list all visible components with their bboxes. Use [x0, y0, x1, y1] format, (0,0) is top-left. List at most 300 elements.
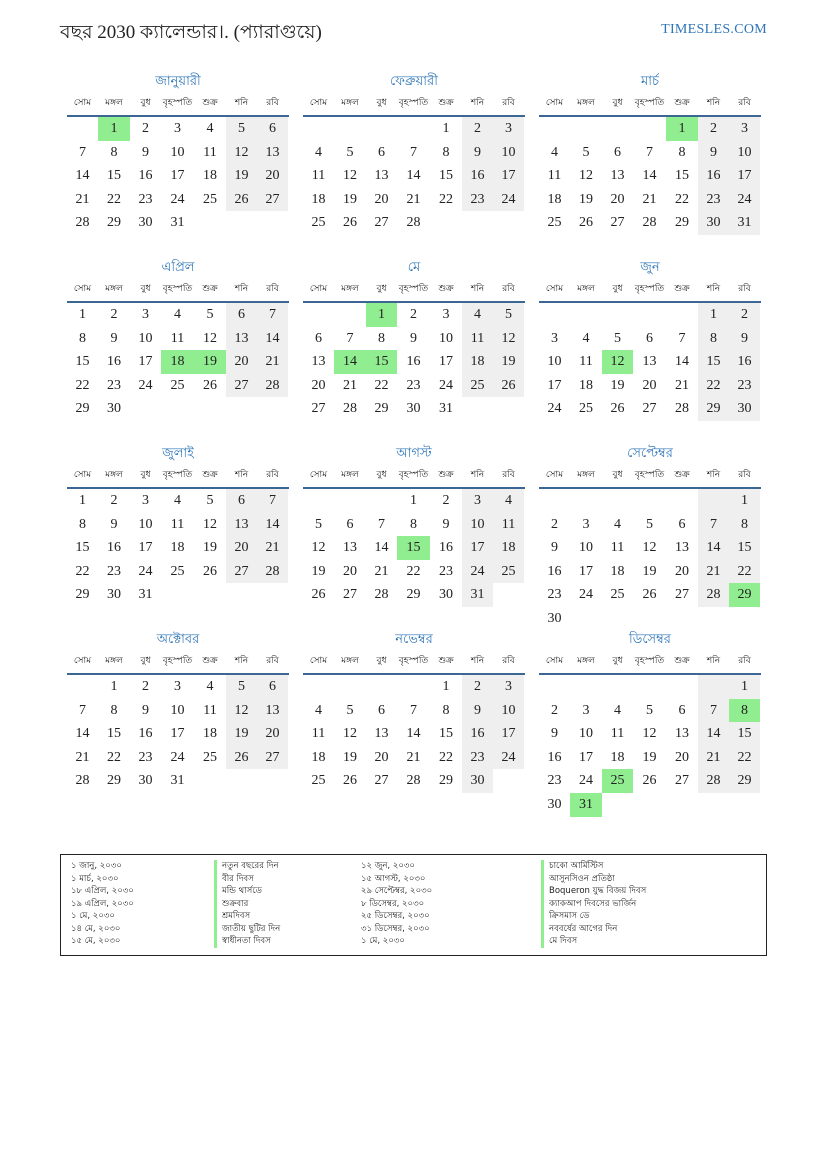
day-cell[interactable]: 31 — [729, 211, 760, 235]
day-cell[interactable]: 16 — [729, 350, 760, 374]
day-cell[interactable]: 30 — [547, 796, 562, 812]
day-cell[interactable]: 20 — [226, 536, 257, 560]
day-cell[interactable]: 9 — [110, 330, 118, 346]
day-cell[interactable]: 15 — [439, 168, 453, 184]
day-cell[interactable]: 5 — [346, 702, 354, 718]
day-cell[interactable]: 28 — [406, 773, 421, 789]
day-cell[interactable]: 21 — [75, 749, 90, 765]
day-cell[interactable]: 7 — [257, 303, 288, 327]
day-cell[interactable]: 17 — [439, 354, 453, 370]
day-cell[interactable]: 14 — [698, 722, 729, 746]
day-cell[interactable]: 8 — [79, 330, 86, 346]
day-cell[interactable]: 2 — [110, 307, 118, 322]
day-cell[interactable]: 12 — [226, 699, 257, 723]
day-cell[interactable]: 31 — [170, 773, 185, 789]
day-cell[interactable]: 11 — [203, 144, 217, 160]
day-cell[interactable]: 9 — [110, 516, 118, 532]
day-cell[interactable]: 21 — [698, 746, 729, 770]
day-cell[interactable]: 22 — [698, 374, 729, 398]
day-cell[interactable]: 14 — [698, 536, 729, 560]
day-cell[interactable]: 27 — [642, 401, 657, 417]
day-cell[interactable]: 21 — [698, 560, 729, 584]
day-cell[interactable]: 15 — [75, 354, 90, 370]
day-cell[interactable]: 4 — [174, 493, 181, 508]
day-cell[interactable]: 28 — [257, 374, 288, 398]
day-cell[interactable]: 15 — [107, 168, 121, 184]
day-cell[interactable]: 6 — [378, 144, 385, 160]
day-cell[interactable]: 5 — [226, 117, 257, 141]
day-cell[interactable]: 9 — [729, 327, 760, 351]
day-cell[interactable]: 29 — [75, 401, 90, 417]
day-cell[interactable]: 14 — [642, 168, 657, 184]
day-cell[interactable]: 18 — [311, 749, 326, 765]
day-cell[interactable]: 22 — [439, 191, 453, 207]
day-cell[interactable]: 7 — [678, 330, 686, 346]
holiday-day-cell[interactable]: 15 — [397, 536, 430, 560]
day-cell[interactable]: 16 — [439, 540, 453, 556]
day-cell[interactable]: 8 — [442, 144, 450, 160]
day-cell[interactable]: 15 — [75, 540, 90, 556]
day-cell[interactable]: 26 — [642, 773, 657, 789]
holiday-day-cell[interactable]: 25 — [602, 769, 633, 793]
holiday-day-cell[interactable]: 29 — [729, 583, 760, 607]
day-cell[interactable]: 10 — [462, 513, 493, 537]
day-cell[interactable]: 20 — [642, 377, 657, 393]
day-cell[interactable]: 13 — [257, 699, 288, 723]
day-cell[interactable]: 10 — [493, 699, 524, 723]
day-cell[interactable]: 5 — [646, 702, 653, 718]
day-cell[interactable]: 12 — [311, 540, 326, 556]
day-cell[interactable]: 14 — [374, 540, 389, 556]
day-cell[interactable]: 14 — [675, 354, 689, 370]
day-cell[interactable]: 30 — [698, 211, 729, 235]
day-cell[interactable]: 12 — [642, 726, 657, 742]
day-cell[interactable]: 5 — [346, 144, 354, 160]
day-cell[interactable]: 17 — [579, 563, 593, 579]
day-cell[interactable]: 7 — [79, 702, 86, 718]
day-cell[interactable]: 20 — [343, 563, 357, 579]
day-cell[interactable]: 22 — [75, 377, 90, 393]
day-cell[interactable]: 27 — [257, 746, 288, 770]
day-cell[interactable]: 25 — [579, 401, 593, 417]
day-cell[interactable]: 4 — [462, 303, 493, 327]
day-cell[interactable]: 18 — [311, 191, 326, 207]
day-cell[interactable]: 21 — [675, 377, 689, 393]
day-cell[interactable]: 6 — [226, 303, 257, 327]
day-cell[interactable]: 28 — [642, 215, 657, 231]
day-cell[interactable]: 23 — [698, 188, 729, 212]
day-cell[interactable]: 30 — [138, 215, 153, 231]
day-cell[interactable]: 17 — [170, 726, 185, 742]
day-cell[interactable]: 24 — [547, 401, 562, 417]
day-cell[interactable]: 21 — [257, 350, 288, 374]
day-cell[interactable]: 14 — [75, 168, 90, 184]
holiday-day-cell[interactable]: 1 — [366, 303, 397, 327]
day-cell[interactable]: 2 — [462, 117, 493, 141]
day-cell[interactable]: 17 — [493, 164, 524, 188]
day-cell[interactable]: 11 — [311, 726, 326, 742]
day-cell[interactable]: 20 — [226, 350, 257, 374]
day-cell[interactable]: 3 — [729, 117, 760, 141]
day-cell[interactable]: 27 — [374, 773, 389, 789]
day-cell[interactable]: 19 — [579, 191, 593, 207]
day-cell[interactable]: 28 — [698, 583, 729, 607]
day-cell[interactable]: 17 — [138, 540, 153, 556]
day-cell[interactable]: 12 — [579, 168, 593, 184]
day-cell[interactable]: 9 — [698, 141, 729, 165]
day-cell[interactable]: 26 — [642, 587, 657, 603]
day-cell[interactable]: 26 — [311, 587, 326, 603]
day-cell[interactable]: 14 — [406, 726, 421, 742]
day-cell[interactable]: 8 — [698, 327, 729, 351]
day-cell[interactable]: 23 — [547, 587, 562, 603]
day-cell[interactable]: 11 — [203, 702, 217, 718]
day-cell[interactable]: 15 — [439, 726, 453, 742]
day-cell[interactable]: 22 — [107, 749, 121, 765]
day-cell[interactable]: 17 — [170, 168, 185, 184]
day-cell[interactable]: 24 — [138, 563, 153, 579]
day-cell[interactable]: 20 — [257, 722, 288, 746]
day-cell[interactable]: 12 — [493, 327, 524, 351]
day-cell[interactable]: 26 — [226, 746, 257, 770]
day-cell[interactable]: 3 — [582, 516, 590, 532]
day-cell[interactable]: 28 — [257, 560, 288, 584]
day-cell[interactable]: 9 — [462, 141, 493, 165]
day-cell[interactable]: 16 — [547, 563, 562, 579]
day-cell[interactable]: 1 — [442, 121, 450, 136]
day-cell[interactable]: 26 — [343, 215, 357, 231]
day-cell[interactable]: 15 — [729, 722, 760, 746]
day-cell[interactable]: 24 — [170, 191, 185, 207]
day-cell[interactable]: 6 — [346, 516, 354, 532]
day-cell[interactable]: 24 — [462, 560, 493, 584]
day-cell[interactable]: 29 — [406, 587, 421, 603]
day-cell[interactable]: 29 — [698, 397, 729, 421]
day-cell[interactable]: 6 — [226, 489, 257, 513]
day-cell[interactable]: 29 — [107, 773, 121, 789]
holiday-day-cell[interactable]: 1 — [666, 117, 698, 141]
day-cell[interactable]: 1 — [729, 489, 760, 513]
day-cell[interactable]: 30 — [107, 401, 121, 417]
day-cell[interactable]: 30 — [547, 610, 562, 626]
day-cell[interactable]: 19 — [610, 377, 625, 393]
day-cell[interactable]: 27 — [257, 188, 288, 212]
day-cell[interactable]: 3 — [442, 307, 450, 322]
day-cell[interactable]: 7 — [378, 516, 385, 532]
day-cell[interactable]: 2 — [729, 303, 760, 327]
day-cell[interactable]: 24 — [493, 746, 524, 770]
day-cell[interactable]: 8 — [110, 702, 118, 718]
day-cell[interactable]: 1 — [79, 493, 86, 508]
day-cell[interactable]: 15 — [698, 350, 729, 374]
day-cell[interactable]: 11 — [610, 540, 625, 556]
day-cell[interactable]: 17 — [547, 377, 562, 393]
day-cell[interactable]: 9 — [462, 699, 493, 723]
day-cell[interactable]: 22 — [675, 191, 689, 207]
day-cell[interactable]: 20 — [374, 749, 389, 765]
day-cell[interactable]: 18 — [203, 726, 217, 742]
day-cell[interactable]: 30 — [439, 587, 453, 603]
day-cell[interactable]: 19 — [343, 749, 357, 765]
day-cell[interactable]: 26 — [579, 215, 593, 231]
day-cell[interactable]: 16 — [462, 722, 493, 746]
day-cell[interactable]: 13 — [642, 354, 657, 370]
day-cell[interactable]: 15 — [675, 168, 689, 184]
day-cell[interactable]: 5 — [206, 493, 214, 508]
day-cell[interactable]: 15 — [729, 536, 760, 560]
day-cell[interactable]: 7 — [257, 489, 288, 513]
day-cell[interactable]: 29 — [107, 215, 121, 231]
day-cell[interactable]: 4 — [582, 330, 590, 346]
day-cell[interactable]: 17 — [462, 536, 493, 560]
day-cell[interactable]: 13 — [226, 513, 257, 537]
day-cell[interactable]: 2 — [110, 493, 118, 508]
day-cell[interactable]: 10 — [579, 726, 593, 742]
day-cell[interactable]: 6 — [678, 516, 686, 532]
day-cell[interactable]: 27 — [226, 374, 257, 398]
day-cell[interactable]: 28 — [374, 587, 389, 603]
day-cell[interactable]: 24 — [579, 587, 593, 603]
day-cell[interactable]: 5 — [614, 330, 621, 346]
day-cell[interactable]: 25 — [203, 749, 217, 765]
day-cell[interactable]: 3 — [551, 330, 558, 346]
day-cell[interactable]: 3 — [462, 489, 493, 513]
day-cell[interactable]: 5 — [206, 307, 214, 322]
day-cell[interactable]: 26 — [203, 563, 217, 579]
day-cell[interactable]: 23 — [462, 188, 493, 212]
holiday-day-cell[interactable]: 15 — [366, 350, 397, 374]
day-cell[interactable]: 31 — [138, 587, 153, 603]
day-cell[interactable]: 14 — [406, 168, 421, 184]
day-cell[interactable]: 5 — [226, 675, 257, 699]
day-cell[interactable]: 9 — [442, 516, 450, 532]
day-cell[interactable]: 29 — [439, 773, 453, 789]
day-cell[interactable]: 23 — [107, 563, 121, 579]
day-cell[interactable]: 18 — [610, 563, 625, 579]
day-cell[interactable]: 25 — [493, 560, 524, 584]
day-cell[interactable]: 25 — [170, 377, 185, 393]
day-cell[interactable]: 13 — [226, 327, 257, 351]
day-cell[interactable]: 25 — [311, 773, 326, 789]
day-cell[interactable]: 2 — [462, 675, 493, 699]
day-cell[interactable]: 8 — [410, 516, 417, 532]
day-cell[interactable]: 6 — [315, 330, 322, 346]
day-cell[interactable]: 30 — [138, 773, 153, 789]
day-cell[interactable]: 23 — [138, 749, 153, 765]
day-cell[interactable]: 24 — [439, 377, 453, 393]
day-cell[interactable]: 19 — [226, 164, 257, 188]
day-cell[interactable]: 3 — [174, 121, 181, 136]
day-cell[interactable]: 31 — [170, 215, 185, 231]
day-cell[interactable]: 29 — [75, 587, 90, 603]
day-cell[interactable]: 4 — [315, 144, 322, 160]
day-cell[interactable]: 3 — [142, 493, 149, 508]
day-cell[interactable]: 26 — [203, 377, 217, 393]
day-cell[interactable]: 21 — [343, 377, 357, 393]
day-cell[interactable]: 26 — [343, 773, 357, 789]
day-cell[interactable]: 10 — [729, 141, 760, 165]
day-cell[interactable]: 18 — [462, 350, 493, 374]
day-cell[interactable]: 13 — [257, 141, 288, 165]
day-cell[interactable]: 16 — [462, 164, 493, 188]
day-cell[interactable]: 5 — [582, 144, 590, 160]
day-cell[interactable]: 22 — [75, 563, 90, 579]
day-cell[interactable]: 7 — [410, 702, 417, 718]
day-cell[interactable]: 27 — [226, 560, 257, 584]
day-cell[interactable]: 27 — [610, 215, 625, 231]
day-cell[interactable]: 29 — [675, 215, 689, 231]
day-cell[interactable]: 25 — [547, 215, 562, 231]
day-cell[interactable]: 16 — [107, 540, 121, 556]
day-cell[interactable]: 19 — [226, 722, 257, 746]
holiday-day-cell[interactable]: 14 — [334, 350, 366, 374]
day-cell[interactable]: 11 — [462, 327, 493, 351]
day-cell[interactable]: 8 — [678, 144, 686, 160]
day-cell[interactable]: 29 — [729, 769, 760, 793]
day-cell[interactable]: 10 — [170, 702, 185, 718]
day-cell[interactable]: 1 — [442, 679, 450, 694]
day-cell[interactable]: 18 — [579, 377, 593, 393]
day-cell[interactable]: 24 — [170, 749, 185, 765]
day-cell[interactable]: 22 — [374, 377, 389, 393]
day-cell[interactable]: 23 — [406, 377, 421, 393]
day-cell[interactable]: 20 — [610, 191, 625, 207]
day-cell[interactable]: 23 — [462, 746, 493, 770]
day-cell[interactable]: 3 — [142, 307, 149, 322]
day-cell[interactable]: 2 — [551, 516, 558, 532]
day-cell[interactable]: 22 — [439, 749, 453, 765]
day-cell[interactable]: 18 — [203, 168, 217, 184]
day-cell[interactable]: 19 — [642, 749, 657, 765]
day-cell[interactable]: 23 — [547, 773, 562, 789]
day-cell[interactable]: 21 — [374, 563, 389, 579]
day-cell[interactable]: 10 — [138, 516, 153, 532]
day-cell[interactable]: 15 — [107, 726, 121, 742]
day-cell[interactable]: 10 — [170, 144, 185, 160]
day-cell[interactable]: 20 — [374, 191, 389, 207]
day-cell[interactable]: 3 — [493, 675, 524, 699]
day-cell[interactable]: 9 — [142, 702, 149, 718]
day-cell[interactable]: 27 — [675, 773, 689, 789]
day-cell[interactable]: 8 — [442, 702, 450, 718]
day-cell[interactable]: 17 — [579, 749, 593, 765]
day-cell[interactable]: 28 — [675, 401, 689, 417]
day-cell[interactable]: 10 — [493, 141, 524, 165]
day-cell[interactable]: 4 — [614, 702, 621, 718]
day-cell[interactable]: 25 — [170, 563, 185, 579]
day-cell[interactable]: 11 — [547, 168, 562, 184]
day-cell[interactable]: 27 — [374, 215, 389, 231]
day-cell[interactable]: 1 — [110, 679, 118, 694]
holiday-day-cell[interactable]: 31 — [570, 793, 602, 817]
day-cell[interactable]: 3 — [582, 702, 590, 718]
day-cell[interactable]: 2 — [410, 307, 417, 322]
day-cell[interactable]: 17 — [138, 354, 153, 370]
day-cell[interactable]: 14 — [75, 726, 90, 742]
day-cell[interactable]: 25 — [311, 215, 326, 231]
day-cell[interactable]: 7 — [346, 330, 354, 346]
day-cell[interactable]: 27 — [311, 401, 326, 417]
day-cell[interactable]: 28 — [698, 769, 729, 793]
day-cell[interactable]: 19 — [343, 191, 357, 207]
holiday-day-cell[interactable]: 8 — [729, 699, 760, 723]
day-cell[interactable]: 30 — [462, 769, 493, 793]
site-link[interactable]: TIMESLES.COM — [661, 22, 767, 37]
day-cell[interactable]: 5 — [493, 303, 524, 327]
day-cell[interactable]: 18 — [610, 749, 625, 765]
day-cell[interactable]: 13 — [675, 726, 689, 742]
day-cell[interactable]: 30 — [406, 401, 421, 417]
day-cell[interactable]: 31 — [439, 401, 453, 417]
day-cell[interactable]: 13 — [311, 354, 326, 370]
day-cell[interactable]: 19 — [311, 563, 326, 579]
day-cell[interactable]: 14 — [257, 327, 288, 351]
day-cell[interactable]: 12 — [343, 726, 357, 742]
day-cell[interactable]: 17 — [493, 722, 524, 746]
day-cell[interactable]: 7 — [646, 144, 653, 160]
day-cell[interactable]: 2 — [142, 121, 149, 136]
day-cell[interactable]: 21 — [257, 536, 288, 560]
day-cell[interactable]: 11 — [610, 726, 625, 742]
day-cell[interactable]: 28 — [406, 215, 421, 231]
day-cell[interactable]: 19 — [493, 350, 524, 374]
day-cell[interactable]: 2 — [551, 702, 558, 718]
day-cell[interactable]: 30 — [729, 397, 760, 421]
day-cell[interactable]: 16 — [107, 354, 121, 370]
day-cell[interactable]: 8 — [79, 516, 86, 532]
day-cell[interactable]: 21 — [75, 191, 90, 207]
day-cell[interactable]: 13 — [374, 168, 389, 184]
day-cell[interactable]: 16 — [698, 164, 729, 188]
day-cell[interactable]: 14 — [257, 513, 288, 537]
day-cell[interactable]: 25 — [610, 587, 625, 603]
day-cell[interactable]: 10 — [439, 330, 453, 346]
day-cell[interactable]: 23 — [729, 374, 760, 398]
day-cell[interactable]: 6 — [257, 117, 288, 141]
day-cell[interactable]: 20 — [675, 749, 689, 765]
day-cell[interactable]: 26 — [610, 401, 625, 417]
day-cell[interactable]: 28 — [75, 773, 90, 789]
day-cell[interactable]: 11 — [170, 330, 185, 346]
day-cell[interactable]: 23 — [439, 563, 453, 579]
day-cell[interactable]: 21 — [406, 749, 421, 765]
day-cell[interactable]: 20 — [311, 377, 326, 393]
day-cell[interactable]: 1 — [79, 307, 86, 322]
day-cell[interactable]: 30 — [107, 587, 121, 603]
day-cell[interactable]: 8 — [729, 513, 760, 537]
day-cell[interactable]: 6 — [378, 702, 385, 718]
day-cell[interactable]: 23 — [138, 191, 153, 207]
day-cell[interactable]: 26 — [493, 374, 524, 398]
day-cell[interactable]: 5 — [646, 516, 653, 532]
day-cell[interactable]: 3 — [174, 679, 181, 694]
day-cell[interactable]: 7 — [79, 144, 86, 160]
day-cell[interactable]: 8 — [378, 330, 385, 346]
day-cell[interactable]: 11 — [579, 354, 593, 370]
day-cell[interactable]: 29 — [374, 401, 389, 417]
day-cell[interactable]: 9 — [551, 726, 558, 742]
day-cell[interactable]: 4 — [614, 516, 621, 532]
day-cell[interactable]: 11 — [311, 168, 326, 184]
day-cell[interactable]: 21 — [406, 191, 421, 207]
day-cell[interactable]: 4 — [551, 144, 558, 160]
day-cell[interactable]: 8 — [110, 144, 118, 160]
holiday-day-cell[interactable]: 18 — [161, 350, 194, 374]
day-cell[interactable]: 18 — [170, 540, 185, 556]
day-cell[interactable]: 7 — [410, 144, 417, 160]
day-cell[interactable]: 4 — [493, 489, 524, 513]
day-cell[interactable]: 1 — [698, 303, 729, 327]
